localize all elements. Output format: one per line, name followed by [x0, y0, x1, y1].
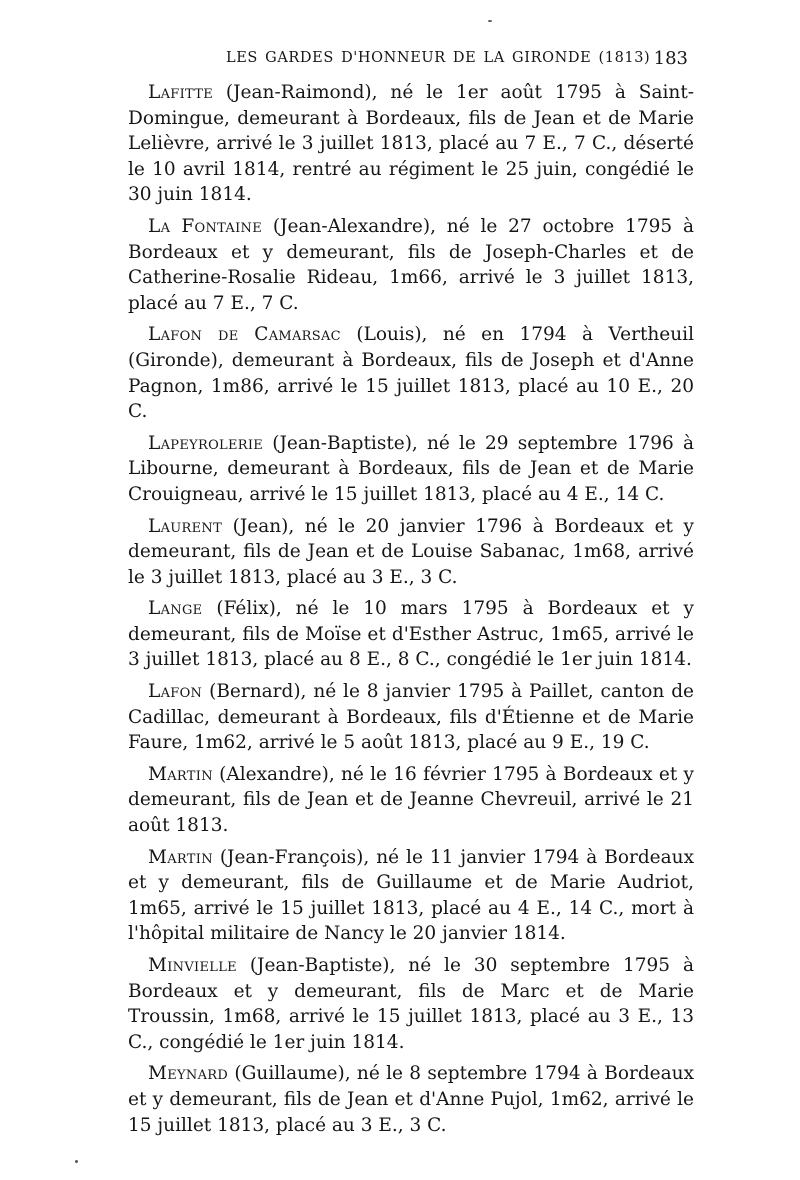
entry-lange [128, 596, 694, 673]
print-speck [75, 1160, 78, 1163]
entry-surname: Meynard [148, 1063, 229, 1085]
entry-lapeyrolerie [128, 431, 694, 508]
entry-text: (Jean-Baptiste), né le 29 septembre 1796 à Libourne, demeurant à Bordeaux, fils de Jean et de Marie Crouigneau, arrivé le 15 juillet 1813, placé au 4 E., 14 C. [128, 432, 694, 505]
entry-text: (Jean-Raimond), né le 1er août 1795 à Saint-Domingue, demeurant à Bordeaux, fils de Jean et de Marie Lelièvre, arrivé le 3 juillet 1813, placé au 7 E., 7 C., déserté le 10 avril 1814, rentré au régiment le 25 juin, congédié le 30 juin 1814. [128, 82, 694, 206]
entry-text: (Alexandre), né le 16 février 1795 à Bordeaux et y demeurant, fils de Jean et de Jeanne Chevreuil, arrivé le 21 août 1813. [128, 763, 694, 837]
entry-text: (Guillaume), né le 8 septembre 1794 à Bordeaux et y demeurant, fils de Jean et d'Anne Pujol, 1m62, arrivé le 15 juillet 1813, placé au 3 E., 3 C. [128, 1063, 694, 1136]
entry-surname: Laurent [148, 515, 223, 537]
entry-surname: Lafon [148, 681, 203, 703]
entry-surname: Lange [148, 598, 203, 620]
entry-martin-jean-francois [128, 845, 694, 947]
page-header [128, 48, 688, 72]
entry-text: (Jean-Alexandre), né le 27 octobre 1795 à Bordeaux et y demeurant, fils de Joseph-Charles et de Catherine-Rosalie Rideau, 1m66, arrivé le 3 juillet 1813, placé au 7 E., 7 C. [128, 215, 694, 314]
entry-text: (Jean-François), né le 11 janvier 1794 à Bordeaux et y demeurant, fils de Guillaume et de Marie Audriot, 1m65, arrivé le 15 juillet 1813, placé au 4 E., 14 C., mort à l'hôpital militaire de Nancy le 20 janvier 1814. [128, 846, 694, 945]
print-speck [488, 20, 492, 22]
entry-minvielle [128, 953, 694, 1055]
entry-lafon-de-camarsac [128, 322, 694, 424]
running-title: LES GARDES D'HONNEUR DE LA GIRONDE (1813) [226, 50, 651, 66]
entry-text: (Bernard), né le 8 janvier 1795 à Paillet, canton de Cadillac, demeurant à Bordeaux, fils d'Étienne et de Marie Faure, 1m62, arrivé le 5 août 1813, placé au 9 E., 19 C. [128, 681, 694, 754]
entry-text: (Jean-Baptiste), né le 30 septembre 1795 à Bordeaux et y demeurant, fils de Marc et de Marie Troussin, 1m68, arrivé le 15 juillet 1813, placé au 3 E., 13 C., congédié le 1er juin 1814. [128, 955, 694, 1053]
entry-la-fontaine [128, 214, 694, 316]
entry-martin-alexandre [128, 762, 694, 839]
entry-lafon [128, 679, 694, 756]
register-entries [128, 80, 694, 1144]
entry-surname: Martin [148, 763, 213, 785]
entry-laurent [128, 514, 694, 591]
entry-surname: Lapeyrolerie [148, 432, 264, 454]
entry-surname: Lafitte [148, 82, 214, 103]
entry-lafitte [128, 80, 694, 208]
entry-surname: Minvielle [148, 955, 237, 976]
entry-surname: Lafon de Camarsac [148, 324, 341, 346]
entry-surname: Martin [148, 846, 213, 868]
entry-text: (Louis), né en 1794 à Vertheuil (Gironde), demeurant à Bordeaux, fils de Joseph et d'Anne Pagnon, 1m86, arrivé le 15 juillet 1813, placé au 10 E., 20 C. [128, 324, 694, 423]
page-number: 183 [653, 48, 688, 69]
entry-text: (Jean), né le 20 janvier 1796 à Bordeaux et y demeurant, fils de Jean et de Louise Sabanac, 1m68, arrivé le 3 juillet 1813, placé au 3 E., 3 C. [128, 515, 694, 588]
entry-meynard [128, 1061, 694, 1138]
entry-text: (Félix), né le 10 mars 1795 à Bordeaux et y demeurant, fils de Moïse et d'Esther Astruc, 1m65, arrivé le 3 juillet 1813, placé au 8 E., 8 C., congédié le 1er juin 1814. [128, 598, 694, 671]
entry-surname: La Fontaine [148, 215, 263, 237]
